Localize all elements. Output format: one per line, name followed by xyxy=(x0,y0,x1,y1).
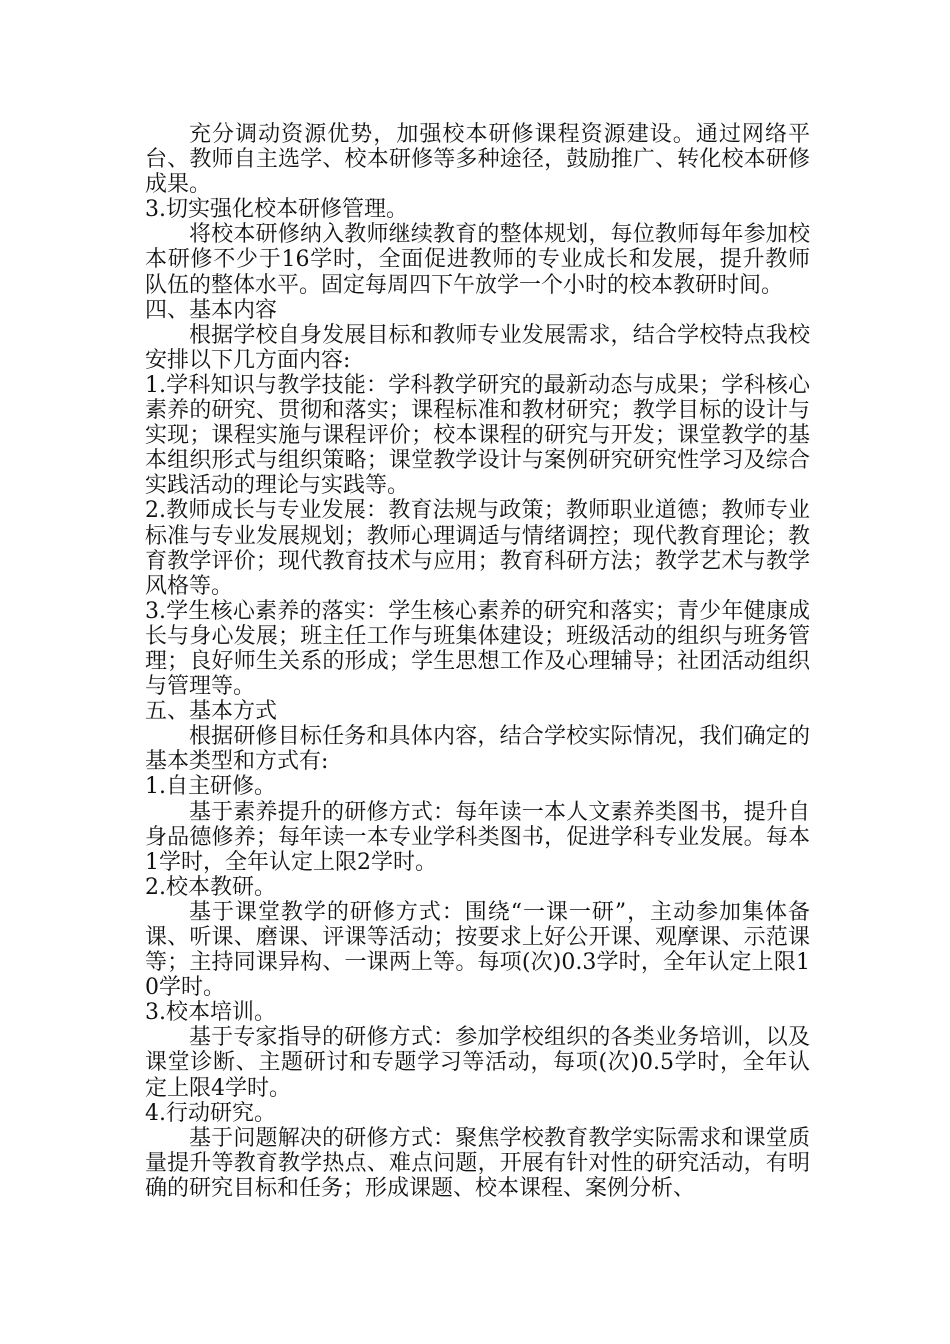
heading-self-study: 1.自主研修。 xyxy=(145,774,276,800)
paragraph-school-research: 基于课堂教学的研修方式：围绕“一课一研”，主动参加集体备课、听课、磨课、评课等活动；按要求上好公开课、观摩课、示范课等；主持同课异构、一课两上等。每项(次)0.3学时，全年认定上限10学时。 xyxy=(145,899,810,1001)
paragraph-student-literacy: 3.学生核心素养的落实：学生核心素养的研究和落实；青少年健康成长与身心发展；班主任工作与班集体建设；班级活动的组织与班务管理；良好师生关系的形成；学生思想工作及心理辅导；社团活动组织与管理等。 xyxy=(145,598,810,700)
paragraph-action-research: 基于问题解决的研修方式：聚焦学校教育教学实际需求和课堂质量提升等教育教学热点、难点问题，开展有针对性的研究活动，有明确的研究目标和任务；形成课题、校本课程、案例分析、 xyxy=(145,1125,810,1201)
heading-action-research: 4.行动研究。 xyxy=(145,1100,276,1126)
heading-strengthen-management: 3.切实强化校本研修管理。 xyxy=(145,197,408,223)
heading-school-training: 3.校本培训。 xyxy=(145,1000,276,1026)
heading-basic-content: 四、基本内容 xyxy=(145,297,278,323)
paragraph-subject-knowledge: 1.学科知识与教学技能：学科教学研究的最新动态与成果；学科核心素养的研究、贯彻和落实；课程标准和教材研究；教学目标的设计与实现；课程实施与课程评价；校本课程的研究与开发；课堂教学的基本组织形式与组织策略；课堂教学设计与案例研究研究性学习及综合实践活动的理论与实践等。 xyxy=(145,372,810,499)
paragraph-self-study: 基于素养提升的研修方式：每年读一本人文素养类图书，提升自身品德修养；每年读一本专业学科类图书，促进学科专业发展。每本1学时，全年认定上限2学时。 xyxy=(145,799,810,875)
paragraph-teacher-growth: 2.教师成长与专业发展：教育法规与政策；教师职业道德；教师专业标准与专业发展规划；教师心理调适与情绪调控；现代教育理论；教育教学评价；现代教育技术与应用；教育科研方法；教学艺术与教学风格等。 xyxy=(145,498,810,599)
paragraph-content-intro: 根据学校自身发展目标和教师专业发展需求，结合学校特点我校安排以下几方面内容: xyxy=(145,322,810,373)
paragraph-school-training: 基于专家指导的研修方式：参加学校组织的各类业务培训，以及课堂诊断、主题研讨和专题学习等活动，每项(次)0.5学时，全年认定上限4学时。 xyxy=(145,1025,810,1101)
heading-school-research: 2.校本教研。 xyxy=(145,874,276,900)
document-page xyxy=(145,122,810,1201)
paragraph-methods-intro: 根据研修目标任务和具体内容，结合学校实际情况，我们确定的基本类型和方式有: xyxy=(145,724,810,775)
paragraph-management: 将校本研修纳入教师继续教育的整体规划，每位教师每年参加校本研修不少于16学时，全面促进教师的专业成长和发展，提升教师队伍的整体水平。固定每周四下午放学一个小时的校本教研时间。 xyxy=(145,222,810,298)
paragraph-resource-building: 充分调动资源优势，加强校本研修课程资源建设。通过网络平台、教师自主选学、校本研修等多种途径，鼓励推广、转化校本研修成果。 xyxy=(145,122,810,198)
heading-basic-methods: 五、基本方式 xyxy=(145,699,278,725)
